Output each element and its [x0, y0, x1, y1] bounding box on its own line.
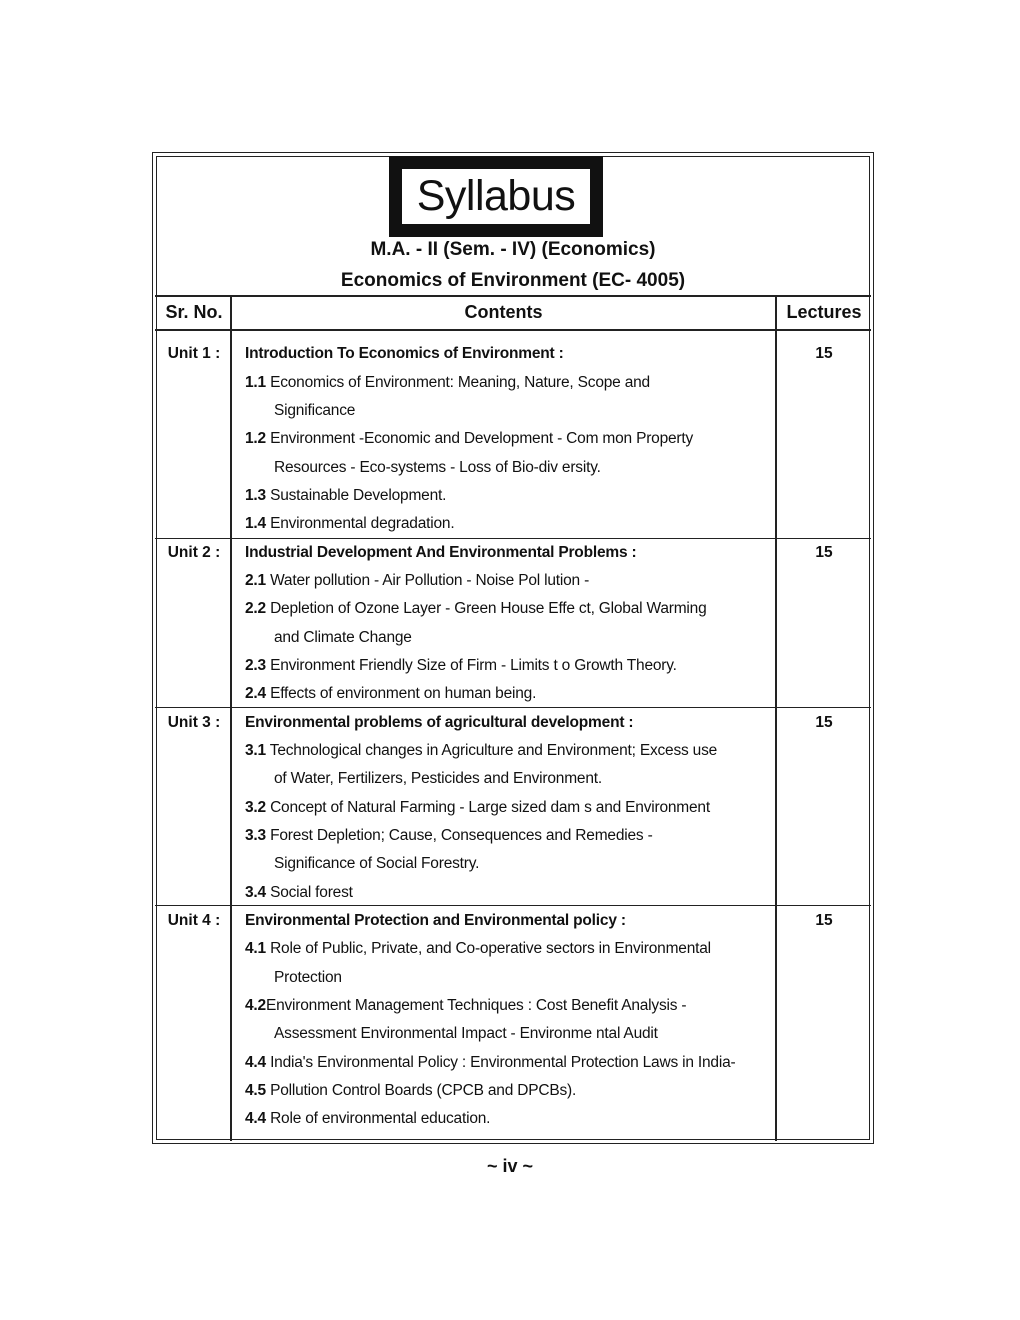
topic-line	[245, 1082, 576, 1100]
lecture-count: 15	[815, 345, 833, 362]
syllabus-badge-text: Syllabus	[402, 169, 590, 224]
topic-line	[245, 742, 717, 760]
topic-text: India's Environmental Policy : Environmental Protection Laws in India-	[270, 1054, 736, 1071]
topic-number: 3.3	[245, 827, 266, 844]
topic-line	[245, 430, 693, 448]
topic-line	[245, 1054, 735, 1072]
topic-text: Social forest	[270, 884, 353, 901]
topic-continuation: Significance	[274, 402, 356, 419]
unit-label: Unit 4 :	[167, 912, 221, 929]
topic-text: Environmental degradation.	[270, 515, 455, 532]
topic-number: 2.3	[245, 657, 266, 674]
topic-text: Technological changes in Agriculture and Environment; Excess use	[269, 742, 718, 759]
topic-text: Forest Depletion; Cause, Consequences and Remedies -	[270, 827, 653, 844]
topic-text: Depletion of Ozone Layer - Green House Effe ct, Global Warming	[270, 600, 707, 617]
header-bottom-rule	[155, 329, 871, 331]
topic-number: 2.2	[245, 600, 266, 617]
topic-line	[245, 997, 686, 1015]
topic-number: 2.4	[245, 685, 266, 702]
unit-label: Unit 1 :	[167, 345, 221, 362]
page-number: ~ iv ~	[486, 1156, 534, 1176]
lecture-count: 15	[815, 912, 833, 929]
topic-number: 4.2	[245, 997, 266, 1014]
lecture-count: 15	[815, 714, 833, 731]
topic-line	[245, 374, 650, 392]
topic-number: 1.3	[245, 487, 266, 504]
topic-text: Role of environmental education.	[270, 1110, 491, 1127]
topic-text: Concept of Natural Farming - Large sized dam s and Environment	[270, 799, 710, 816]
topic-line	[245, 600, 707, 618]
topic-text: Effects of environment on human being.	[270, 685, 537, 702]
topic-text: Economics of Environment: Meaning, Nature, Scope and	[270, 374, 650, 391]
topic-text: Environment -Economic and Development - Com mon Property	[270, 430, 694, 447]
syllabus-badge	[389, 156, 603, 237]
topic-line	[245, 515, 454, 533]
topic-text: Sustainable Development.	[270, 487, 447, 504]
header-contents: Contents	[464, 302, 543, 322]
lecture-count: 15	[815, 544, 833, 561]
course-title: M.A. - II (Sem. - IV) (Economics)	[370, 239, 656, 260]
header-top-rule	[155, 295, 871, 297]
topic-line	[245, 487, 446, 505]
column-divider-sr	[230, 295, 232, 1141]
header-lectures: Lectures	[786, 302, 862, 322]
unit-title: Industrial Development And Environmental Problems :	[245, 544, 637, 561]
topic-number: 4.4	[245, 1054, 266, 1071]
topic-number: 3.2	[245, 799, 266, 816]
topic-number: 4.5	[245, 1082, 266, 1099]
topic-number: 1.2	[245, 430, 266, 447]
topic-number: 4.4	[245, 1110, 266, 1127]
unit-title: Introduction To Economics of Environment :	[245, 345, 564, 362]
topic-continuation: of Water, Fertilizers, Pesticides and Environment.	[274, 770, 602, 787]
topic-number: 1.1	[245, 374, 266, 391]
topic-continuation: and Climate Change	[274, 629, 412, 646]
topic-number: 3.1	[245, 742, 266, 759]
topic-continuation: Resources - Eco-systems - Loss of Bio-div ersity.	[274, 459, 601, 476]
row-separator	[155, 707, 871, 708]
topic-line	[245, 799, 710, 817]
row-separator	[155, 905, 871, 906]
unit-label: Unit 2 :	[167, 544, 221, 561]
topic-line	[245, 685, 536, 703]
topic-line	[245, 572, 589, 590]
topic-line	[245, 827, 653, 845]
topic-text: Water pollution - Air Pollution - Noise Pol lution -	[270, 572, 590, 589]
row-separator	[155, 538, 871, 539]
topic-continuation: Protection	[274, 969, 342, 986]
column-divider-lectures	[775, 295, 777, 1141]
topic-number: 3.4	[245, 884, 266, 901]
topic-line	[245, 657, 677, 675]
topic-number: 2.1	[245, 572, 266, 589]
topic-text: Role of Public, Private, and Co-operative sectors in Environmental	[270, 940, 711, 957]
topic-continuation: Assessment Environmental Impact - Environme ntal Audit	[274, 1025, 658, 1042]
paper-title: Economics of Environment (EC- 4005)	[340, 270, 686, 291]
topic-number: 4.1	[245, 940, 266, 957]
syllabus-frame	[152, 152, 874, 1144]
unit-title: Environmental problems of agricultural development :	[245, 714, 634, 731]
unit-label: Unit 3 :	[167, 714, 221, 731]
header-sr-no: Sr. No.	[165, 302, 223, 322]
topic-line	[245, 940, 711, 958]
topic-line	[245, 1110, 490, 1128]
topic-text: Environment Friendly Size of Firm - Limits t o Growth Theory.	[270, 657, 677, 674]
topic-continuation: Significance of Social Forestry.	[274, 855, 480, 872]
topic-line	[245, 884, 353, 902]
topic-number: 1.4	[245, 515, 266, 532]
topic-text: Environment Management Techniques : Cost Benefit Analysis -	[265, 997, 687, 1014]
topic-text: Pollution Control Boards (CPCB and DPCBs).	[270, 1082, 577, 1099]
unit-title: Environmental Protection and Environmental policy :	[245, 912, 626, 929]
